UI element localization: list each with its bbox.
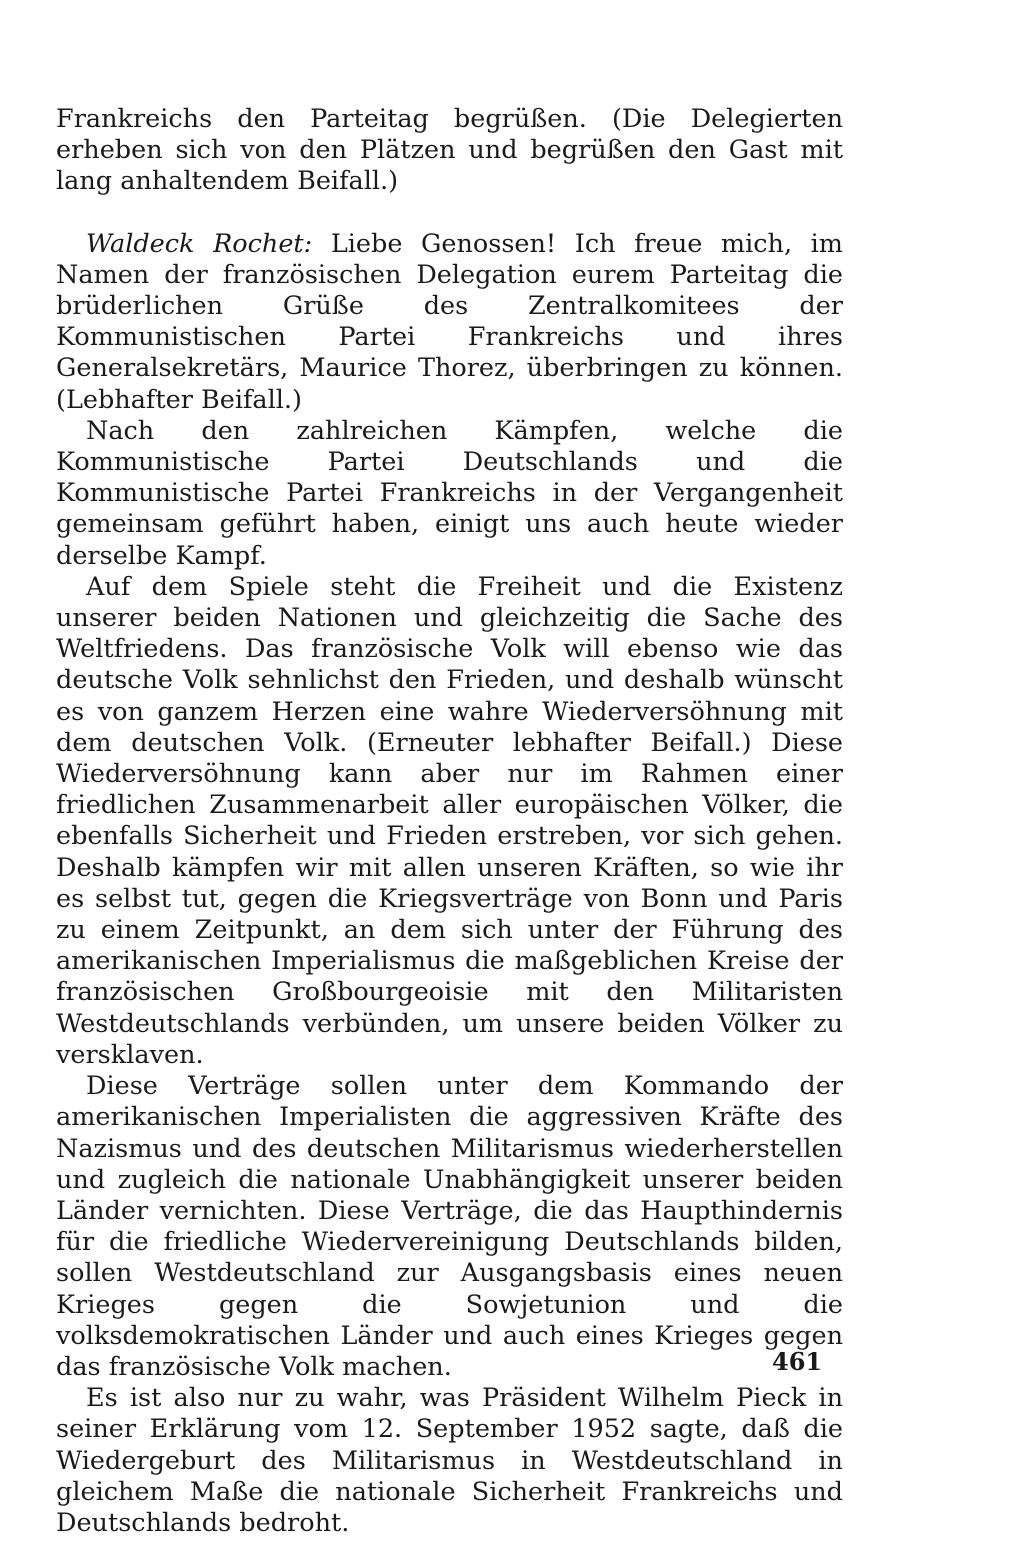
paragraph-pieck: Es ist also nur zu wahr, was Präsident Wilhelm Pieck in seiner Erklärung vom 12. September 1952 sagte, daß die Wiedergeburt des Militarismus in Westdeutschland in gleichem Maße die nationale Sicherheit Frankreichs und Deutschlands bedroht. [56,1383,843,1538]
speech-opening-paragraph [56,229,843,416]
intro-paragraph: Frankreichs den Parteitag begrüßen. (Die Delegierten erheben sich von den Plätzen und begrüßen den Gast mit lang anhaltendem Beifall.) [56,104,843,197]
paragraph-struggle: Nach den zahlreichen Kämpfen, welche die Kommunistische Partei Deutschlands und die Kommunistische Partei Frankreichs in der Vergangenheit gemeinsam geführt haben, einigt uns auch heute wieder derselbe Kampf. [56,415,843,571]
speaker-name: Waldeck Rochet: [86,228,313,259]
body-text [56,104,843,1539]
paragraph-treaties: Diese Verträge sollen unter dem Kommando der amerikanischen Imperialisten die aggressiven Kräfte des Nazismus und des deutschen Militarismus wiederherstellen und zugleich die nationale Unabhängigkeit unserer beiden Länder vernichten. Diese Verträge, die das Haupthindernis für die friedliche Wiedervereinigung Deutschlands bilden, sollen Westdeutschland zur Ausgangsbasis eines neuen Krieges gegen die Sowjetunion und die volksdemokratischen Länder und auch eines Krieges gegen das französische Volk machen. [56,1071,843,1382]
paragraph-freedom: Auf dem Spiele steht die Freiheit und die Existenz unserer beiden Nationen und gleichzeitig die Sache des Weltfriedens. Das französische Volk will ebenso wie das deutsche Volk sehnlichst den Frieden, und deshalb wünscht es von ganzem Herzen eine wahre Wiederversöhnung mit dem deutschen Volk. (Erneuter lebhafter Beifall.) Diese Wiederversöhnung kann aber nur im Rahmen einer friedlichen Zusammenarbeit aller europäischen Völker, die ebenfalls Sicherheit und Frieden erstreben, vor sich gehen. Deshalb kämpfen wir mit allen unseren Kräften, so wie ihr es selbst tut, gegen die Kriegsverträge von Bonn und Paris zu einem Zeitpunkt, an dem sich unter der Führung des amerikanischen Imperialismus die maßgeblichen Kreise der französischen Großbourgeoisie mit den Militaristen Westdeutschlands verbünden, um unsere beiden Völker zu versklaven. [56,571,843,1070]
speech-opening-text: Liebe Genossen! Ich freue mich, im Namen der französischen Delegation eurem Parteitag die brüderlichen Grüße des Zentralkomitees der Kommunistischen Partei Frankreichs und ihres Generalsekretärs, Maurice Thorez, überbringen zu können. (Lebhafter Beifall.) [56,228,843,415]
page-number: 461 [772,1347,823,1376]
